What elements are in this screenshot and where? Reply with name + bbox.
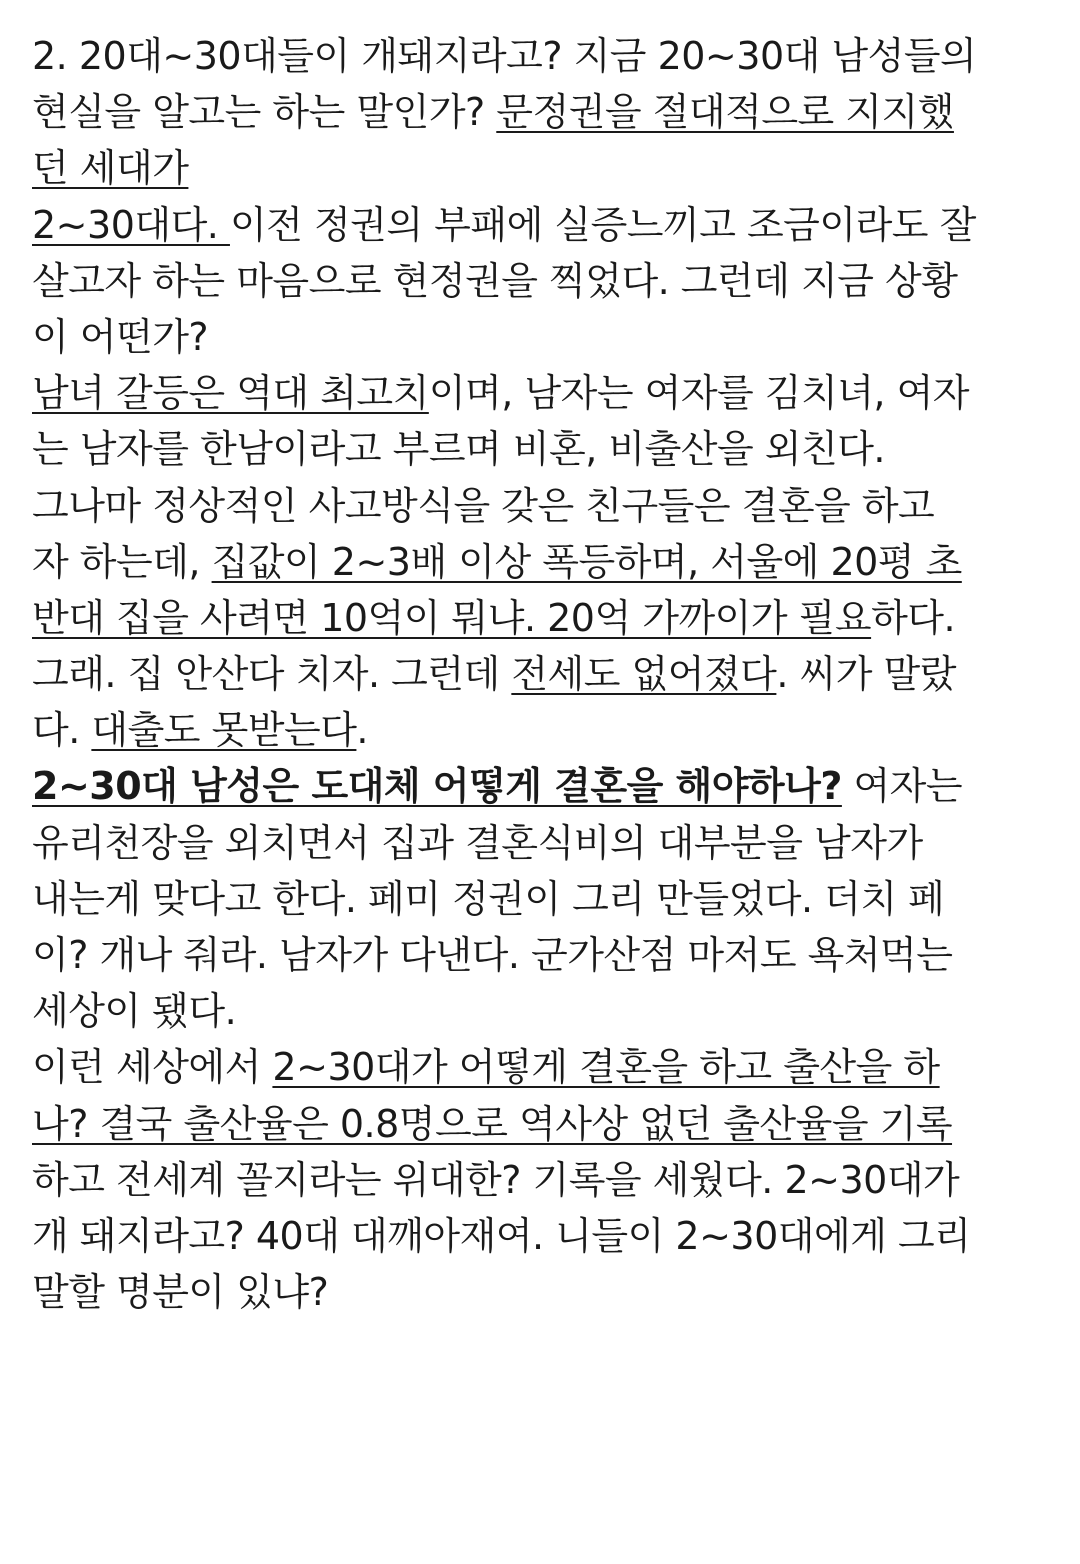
text-line [32, 646, 1062, 702]
text-line [32, 140, 1062, 196]
text-line [32, 1096, 1062, 1152]
text-line [32, 1152, 1062, 1208]
text-segment: . [356, 708, 369, 753]
text-line [32, 758, 1062, 814]
underlined-text: 대출도 못받는다 [91, 708, 357, 753]
text-line [32, 1208, 1062, 1264]
text-segment: 하다. [871, 595, 956, 640]
text-line [32, 590, 1062, 646]
text-segment: 하고 전세계 꼴지라는 위대한? 기록을 세웠다. 2~30대가 [32, 1157, 960, 1202]
text-segment: 는 남자를 한남이라고 부르며 비혼, 비출산을 외친다. [32, 427, 886, 472]
text-line [32, 702, 1062, 758]
text-line [32, 253, 1062, 309]
text-segment: 유리천장을 외치면서 집과 결혼식비의 대부분을 남자가 [32, 820, 923, 865]
bold-underlined-text: 2~30대 남성은 도대체 어떻게 결혼을 해야하나? [32, 764, 842, 809]
text-segment: 다. [32, 708, 92, 753]
underlined-text: 문정권을 절대적으로 지지했 [496, 90, 954, 135]
underlined-text: 2~30대다. [32, 202, 230, 247]
text-segment: 이전 정권의 부패에 실증느끼고 조금이라도 잘 [229, 202, 976, 247]
text-segment: . 씨가 말랐 [776, 652, 956, 697]
text-segment: 개 돼지라고? 40대 대깨아재여. 니들이 2~30대에게 그리 [32, 1213, 971, 1258]
text-segment: 이? 개나 줘라. 남자가 다낸다. 군가산점 마저도 욕처먹는 [32, 933, 953, 977]
text-line [32, 84, 1062, 140]
text-segment: 내는게 맞다고 한다. 페미 정권이 그리 만들었다. 더치 페 [32, 876, 945, 921]
text-segment: 여자는 [841, 764, 963, 809]
text-line [32, 534, 1062, 590]
text-segment: 그나마 정상적인 사고방식을 갖은 친구들은 결혼을 하고 [32, 483, 935, 528]
text-segment: 이런 세상에서 [32, 1045, 273, 1090]
text-line [32, 365, 1062, 421]
text-line [32, 421, 1062, 477]
text-line [32, 1039, 1062, 1095]
text-line [32, 28, 1062, 84]
text-line [32, 927, 1062, 983]
text-line [32, 983, 1062, 1039]
text-segment: 자 하는데, [32, 539, 212, 584]
text-segment: 이며, 남자는 여자를 김치녀, 여자 [428, 371, 970, 416]
document-body [32, 28, 1062, 1320]
text-line [32, 478, 1062, 534]
text-segment: 세상이 됐다. [32, 989, 237, 1034]
text-segment: 그래. 집 안산다 치자. 그런데 [32, 652, 512, 697]
text-segment: 현실을 알고는 하는 말인가? [32, 90, 497, 135]
text-line [32, 309, 1062, 365]
underlined-text: 나? 결국 출산율은 0.8명으로 역사상 없던 출산율을 기록 [32, 1101, 953, 1146]
underlined-text: 집값이 2~3배 이상 폭등하며, 서울에 20평 초 [211, 539, 962, 584]
underlined-text: 던 세대가 [32, 146, 189, 191]
text-segment: 살고자 하는 마음으로 현정권을 찍었다. 그런데 지금 상황 [32, 258, 958, 303]
text-segment: 이 어떤가? [32, 314, 209, 359]
text-line [32, 871, 1062, 927]
underlined-text: 반대 집을 사려면 10억이 뭐냐. 20억 가까이가 필요 [32, 595, 872, 640]
text-line [32, 197, 1062, 253]
text-segment: 2. 20대~30대들이 개돼지라고? 지금 20~30대 남성들의 [32, 34, 977, 78]
text-line [32, 1264, 1062, 1320]
text-line [32, 815, 1062, 871]
text-segment: 말할 명분이 있냐? [32, 1270, 329, 1315]
underlined-text: 전세도 없어졌다 [511, 652, 777, 697]
underlined-text: 남녀 갈등은 역대 최고치 [32, 371, 429, 416]
underlined-text: 2~30대가 어떻게 결혼을 하고 출산을 하 [272, 1045, 940, 1090]
